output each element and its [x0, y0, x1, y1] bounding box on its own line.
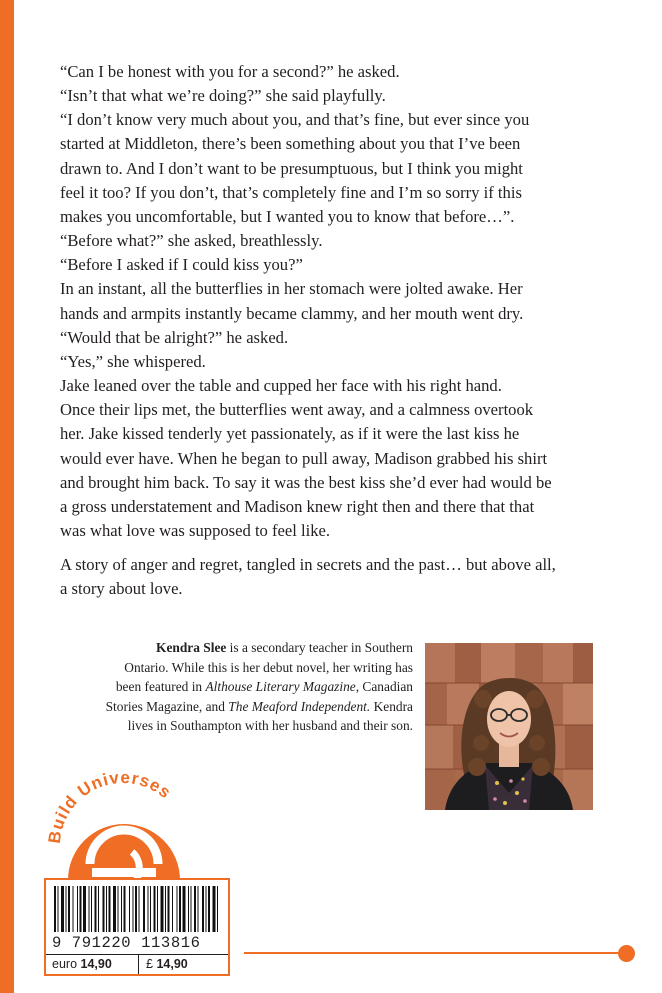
excerpt-line: “I don’t know very much about you, and that’s fine, but ever since you [60, 110, 530, 130]
excerpt-text [60, 60, 640, 543]
tagline [60, 553, 640, 601]
author-photo [425, 643, 593, 810]
excerpt-line: feel it too? If you don’t, that’s completely fine and I’m so sorry if this [60, 182, 522, 202]
excerpt-line: makes you uncomfortable, but I wanted you to know that before…”. [60, 206, 515, 226]
excerpt-line: Once their lips met, the butterflies went away, and a calmness overtook [60, 400, 534, 420]
excerpt-line: “Before I asked if I could kiss you?” [60, 255, 303, 275]
author-bio [98, 638, 413, 736]
bio-line: Ontario. While this is her debut novel, her writing has [124, 659, 413, 675]
excerpt-line: Jake leaned over the table and cupped her face with his right hand. [60, 376, 502, 396]
tagline-line: A story of anger and regret, tangled in secrets and the past… but above all, [60, 555, 556, 574]
tagline-line: a story about love. [60, 579, 183, 599]
bio-line: Kendra Slee is a secondary teacher in Southern [156, 640, 413, 655]
excerpt-line: drawn to. And I don’t want to be presumptuous, but I think you might [60, 158, 523, 178]
publication-title: Althouse Literary Magazine [205, 679, 356, 694]
excerpt-line: and brought him back. To say it was the best kiss she’d ever had would be [60, 472, 552, 492]
author-name: Kendra Slee [156, 640, 227, 655]
excerpt-line: would ever have. When he began to pull away, Madison grabbed his shirt [60, 448, 548, 468]
price-divider [138, 954, 139, 974]
excerpt-line: was what love was supposed to feel like. [60, 520, 331, 540]
bio-line: lives in Southampton with her husband and their son. [127, 718, 413, 733]
isbn-number: 9 791220 113816 [52, 934, 201, 952]
price-row [46, 954, 228, 975]
price-euro: euro 14,90 [52, 957, 112, 971]
excerpt-line: her. Jake kissed tenderly yet passionately, as if it were the last kiss he [60, 424, 520, 444]
bio-line: been featured in Althouse Literary Magazine, Canadian [115, 679, 413, 694]
excerpt-line: “Can I be honest with you for a second?” he asked. [60, 62, 400, 81]
excerpt-line: hands and armpits instantly became clammy, and her mouth went dry. [60, 303, 524, 323]
price-gbp: £ 14,90 [146, 957, 188, 971]
excerpt-line: “Yes,” she whispered. [60, 351, 206, 371]
publisher-logo [38, 768, 208, 888]
excerpt-line: started at Middleton, there’s been something about you that I’ve been [60, 134, 521, 154]
logo-wordmark: Build Universes [44, 768, 176, 845]
publication-title: The Meaford Independent. [228, 698, 371, 714]
excerpt-line: “Would that be alright?” he asked. [60, 327, 289, 347]
excerpt-line: In an instant, all the butterflies in her stomach were jolted awake. Her [60, 279, 523, 299]
barcode-bars [52, 886, 224, 934]
barcode [44, 878, 230, 976]
excerpt-line: “Isn’t that what we’re doing?” she said playfully. [60, 86, 386, 106]
excerpt-line: a gross understatement and Madison knew right then and there that that [60, 496, 535, 516]
excerpt-line: “Before what?” she asked, breathlessly. [60, 231, 323, 251]
footer-rule-dot [618, 945, 635, 962]
footer-rule [244, 952, 622, 954]
bio-line: Stories Magazine, and The Meaford Independent. Kendra [105, 698, 413, 714]
spine-color-bar [0, 0, 14, 993]
